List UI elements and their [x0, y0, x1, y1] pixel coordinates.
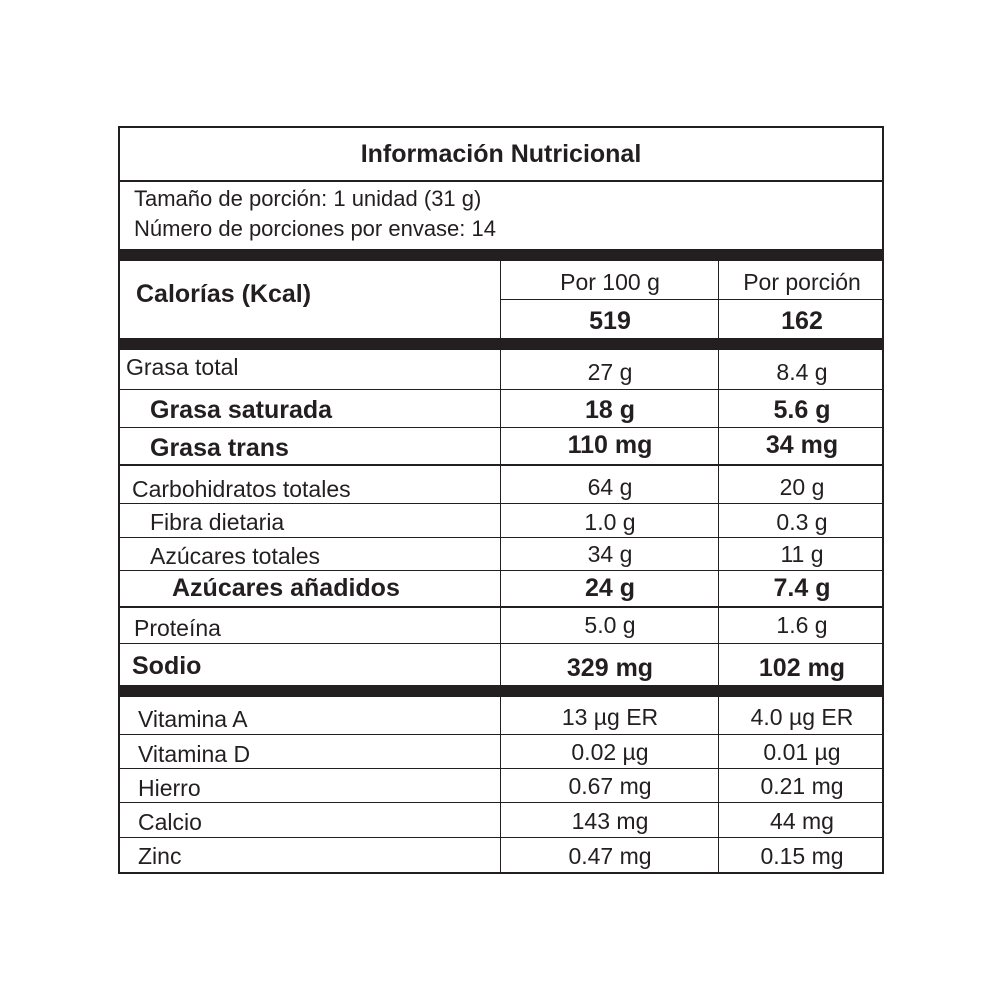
row-rule — [120, 570, 884, 571]
row-rule — [120, 503, 884, 504]
calories-per-100g: 519 — [589, 307, 631, 335]
nutrient-label-total-fat: Grasa total — [126, 354, 239, 380]
saturated-fat-per-100g: 18 g — [584, 396, 636, 424]
fiber-per-100g: 1.0 g — [584, 509, 636, 535]
added-sugars-per-100g: 24 g — [584, 574, 636, 602]
row-rule-strong — [120, 606, 884, 608]
mineral-label-iron: Hierro — [138, 775, 201, 801]
iron-per-100g: 0.67 mg — [568, 773, 652, 799]
nutrient-label-total-sugars: Azúcares totales — [150, 543, 321, 569]
calories-label: Calorías (Kcal) — [136, 280, 312, 308]
col-header-per-100g: Por 100 g — [560, 269, 660, 295]
fiber-per-serving: 0.3 g — [776, 509, 828, 535]
servings-per-container: Número de porciones por envase: 14 — [134, 216, 496, 241]
thick-rule-calories — [120, 338, 882, 350]
total-fat-per-100g: 27 g — [587, 359, 633, 385]
protein-per-serving: 1.6 g — [776, 612, 828, 638]
sodium-per-serving: 102 mg — [758, 654, 846, 682]
vitamin-label-d: Vitamina D — [138, 741, 251, 767]
added-sugars-per-serving: 7.4 g — [773, 574, 831, 602]
row-rule-strong — [120, 464, 884, 466]
vitamin-d-per-serving: 0.01 µg — [763, 739, 841, 765]
carbohydrates-per-serving: 20 g — [779, 474, 825, 500]
serving-size: Tamaño de porción: 1 unidad (31 g) — [134, 186, 482, 211]
thick-rule-top — [120, 249, 882, 261]
zinc-per-100g: 0.47 mg — [568, 843, 652, 869]
calories-per-serving: 162 — [781, 307, 823, 335]
column-divider-2b — [718, 350, 719, 685]
row-rule — [120, 837, 884, 838]
calcium-per-serving: 44 mg — [770, 808, 834, 834]
col-header-per-serving: Por porción — [743, 269, 861, 295]
nutrition-facts-panel — [118, 126, 884, 874]
total-fat-per-serving: 8.4 g — [776, 359, 828, 385]
vitamin-a-per-serving: 4.0 µg ER — [750, 704, 854, 730]
row-rule — [120, 734, 884, 735]
carbohydrates-per-100g: 64 g — [587, 474, 633, 500]
mineral-label-calcium: Calcio — [138, 809, 202, 835]
saturated-fat-per-serving: 5.6 g — [773, 396, 831, 424]
panel-title: Información Nutricional — [120, 128, 882, 182]
total-sugars-per-serving: 11 g — [780, 541, 824, 567]
nutrient-label-trans-fat: Grasa trans — [150, 434, 289, 462]
nutrient-label-protein: Proteína — [134, 615, 221, 641]
row-rule — [120, 768, 884, 769]
column-divider-2c — [718, 697, 719, 874]
column-divider-1c — [500, 697, 501, 874]
protein-per-100g: 5.0 g — [584, 612, 636, 638]
calcium-per-100g: 143 mg — [571, 808, 649, 834]
nutrient-label-sodium: Sodio — [132, 652, 202, 680]
thick-rule-vitamins — [120, 685, 882, 697]
mineral-label-zinc: Zinc — [138, 843, 182, 869]
nutrient-label-saturated-fat: Grasa saturada — [150, 396, 333, 424]
total-sugars-per-100g: 34 g — [587, 541, 633, 567]
trans-fat-per-100g: 110 mg — [567, 431, 653, 459]
row-rule — [120, 802, 884, 803]
column-divider-1b — [500, 350, 501, 685]
row-rule — [120, 537, 884, 538]
sodium-per-100g: 329 mg — [566, 654, 654, 682]
serving-info — [134, 184, 496, 244]
calories-header-rule — [500, 299, 884, 300]
row-rule — [120, 389, 884, 390]
row-rule — [120, 427, 884, 428]
vitamin-label-a: Vitamina A — [138, 706, 248, 732]
row-rule — [120, 643, 884, 644]
nutrient-label-carbohydrates: Carbohidratos totales — [132, 476, 351, 502]
nutrient-label-fiber: Fibra dietaria — [150, 509, 285, 535]
vitamin-d-per-100g: 0.02 µg — [571, 739, 649, 765]
nutrient-label-added-sugars: Azúcares añadidos — [172, 574, 400, 602]
iron-per-serving: 0.21 mg — [760, 773, 844, 799]
vitamin-a-per-100g: 13 µg ER — [561, 704, 659, 730]
zinc-per-serving: 0.15 mg — [760, 843, 844, 869]
trans-fat-per-serving: 34 mg — [765, 431, 839, 459]
